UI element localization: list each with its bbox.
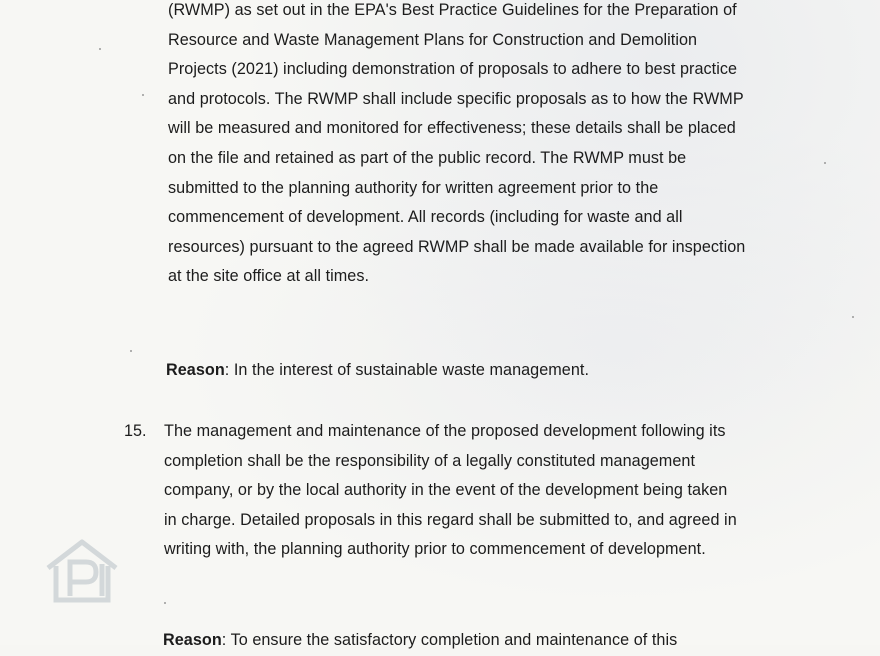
scan-speck	[164, 602, 166, 604]
house-logo-icon	[44, 538, 120, 604]
condition-15-number: 15.	[124, 422, 147, 440]
condition-14-reason	[166, 356, 766, 386]
condition-15-reason	[163, 626, 783, 656]
scan-speck	[824, 162, 826, 164]
scan-speck	[142, 94, 144, 96]
condition-14-body: (RWMP) as set out in the EPA's Best Practice Guidelines for the Preparation of Resource and Waste Management Plans for Construction and Demolition Projects (2021) including demonstration of proposals to adhere to best practice and protocols. The RWMP shall include specific proposals as to how the RWMP will be measured and monitored for effectiveness; these details shall be placed on the file and retained as part of the public record. The RWMP must be submitted to the planning authority for written agreement prior to the commencement of development. All records (including for waste and all resources) pursuant to the agreed RWMP shall be made available for inspection at the site office at all times.	[168, 1, 746, 286]
scan-speck	[852, 316, 854, 318]
condition-15-body: The management and maintenance of the proposed development following its completion shall be the responsibility of a legally constituted management company, or by the local authority in the event of the development being taken in charge. Detailed proposals in this regard shall be submitted to, and agreed in writing with, the planning authority prior to commencement of development.	[164, 422, 737, 559]
reason-label: Reason	[166, 361, 225, 379]
reason-label: Reason	[163, 631, 222, 649]
reason-text: : To ensure the satisfactory completion and maintenance of this	[221, 631, 678, 649]
scan-speck	[130, 350, 132, 352]
reason-text: : In the interest of sustainable waste management.	[224, 361, 590, 379]
scan-speck	[99, 48, 101, 50]
